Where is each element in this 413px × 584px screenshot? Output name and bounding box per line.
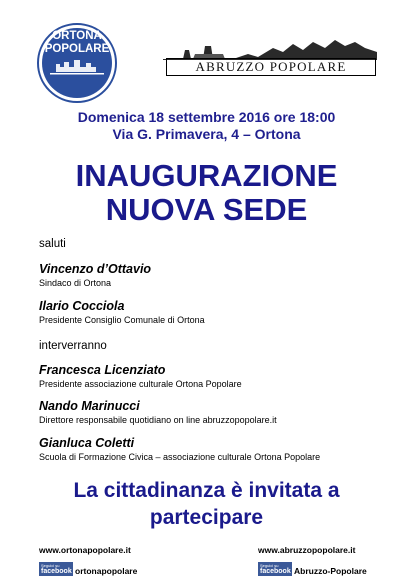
logo-left-text-top: ORTONA	[52, 30, 102, 42]
speaker-role: Scuola di Formazione Civica – associazione culturale Ortona Popolare	[39, 452, 321, 462]
facebook-icon: facebook	[260, 568, 291, 575]
facebook-badge-small-text: Seguici su	[41, 563, 60, 568]
title-line2: NUOVA SEDE	[105, 192, 308, 227]
facebook-badge-left[interactable]	[39, 562, 73, 576]
speaker-name: Nando Marinucci	[39, 399, 140, 413]
event-address: Via G. Primavera, 4 – Ortona	[112, 126, 301, 142]
speaker-role: Presidente Consiglio Comunale di Ortona	[39, 315, 205, 325]
speaker-role: Sindaco di Ortona	[39, 278, 112, 288]
speaker-name: Gianluca Coletti	[39, 436, 135, 450]
right-website-link[interactable]: www.abruzzopopolare.it	[258, 545, 356, 555]
facebook-icon: facebook	[41, 568, 72, 575]
title-line1: INAUGURAZIONE	[75, 158, 338, 193]
speaker-role: Presidente associazione culturale Ortona Popolare	[39, 379, 242, 389]
logo-left-text-bottom: POPOLARE	[44, 43, 110, 55]
ortona-popolare-logo	[36, 22, 118, 104]
left-website-link[interactable]: www.ortonapopolare.it	[39, 545, 131, 555]
speaker-name: Ilario Cocciola	[39, 299, 125, 313]
event-date: Domenica 18 settembre 2016 ore 18:00	[77, 109, 336, 125]
speaker-name: Vincenzo d’Ottavio	[39, 262, 152, 276]
facebook-badge-small-text: Seguici su	[260, 563, 279, 568]
speaker-role: Direttore responsabile quotidiano on line abruzzopopolare.it	[39, 415, 277, 425]
speaker-name: Francesca Licenziato	[39, 363, 166, 377]
left-facebook-name[interactable]: ortonapopolare	[75, 566, 138, 576]
cta-line1: La cittadinanza è invitata a	[73, 479, 340, 502]
cta-line2: partecipare	[149, 506, 264, 529]
saluti-label: saluti	[39, 238, 66, 250]
abruzzo-popolare-logo-text: ABRUZZO POPOLARE	[166, 58, 376, 76]
right-facebook-name[interactable]: Abruzzo-Popolare	[294, 566, 367, 576]
facebook-badge-right[interactable]	[258, 562, 292, 576]
interverranno-label: interverranno	[39, 340, 107, 352]
